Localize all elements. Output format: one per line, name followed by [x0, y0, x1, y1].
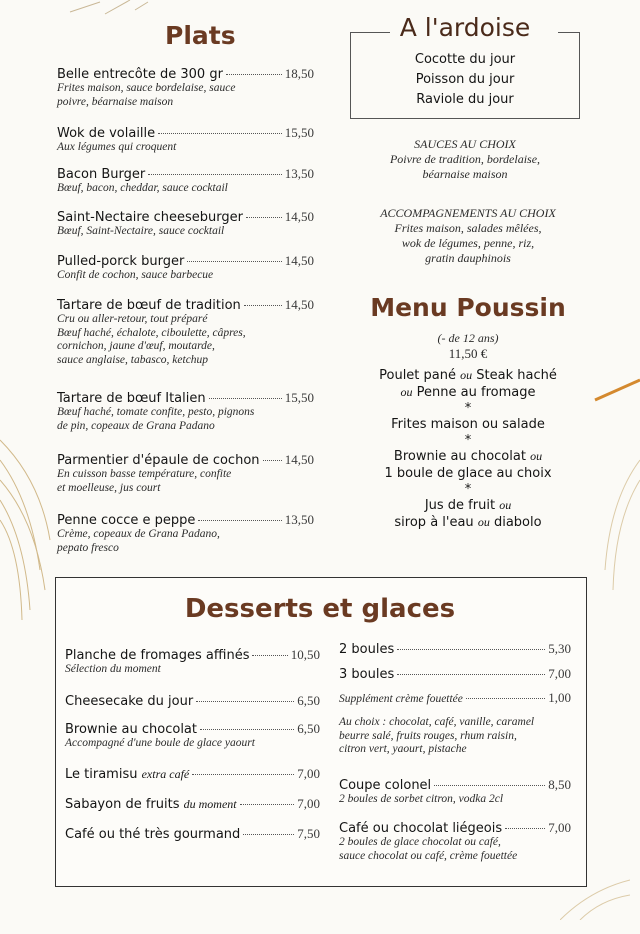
- dot-leader: [192, 774, 294, 775]
- item-name: [57, 67, 223, 82]
- item-price: 7,00: [548, 666, 571, 681]
- item-price: 13,50: [284, 512, 314, 527]
- poussin-section: [350, 331, 586, 531]
- item-name-text: Le tiramisu: [65, 767, 138, 782]
- item-name: Supplément crème fouettée: [339, 693, 463, 705]
- item-description: Au choix : chocolat, café, vanille, caramel: [339, 716, 535, 728]
- menu-item: [57, 209, 314, 239]
- item-price: 7,00: [297, 766, 320, 781]
- item-price: 7,00: [297, 796, 320, 811]
- item-name: [65, 722, 197, 737]
- accompagnements-line: Frites maison, salades mêlées,: [394, 221, 542, 235]
- dot-leader: [397, 674, 545, 675]
- item-name: [65, 648, 249, 663]
- menu-item: [57, 253, 314, 283]
- poussin-steak: Steak haché: [476, 368, 557, 383]
- sauces-title: SAUCES AU CHOIX: [414, 137, 516, 151]
- dot-leader: [246, 217, 282, 218]
- poussin-age: (- de 12 ans): [437, 331, 499, 345]
- item-name-text: Bacon Burger: [57, 167, 146, 182]
- poussin-price: 11,50 €: [448, 346, 488, 361]
- item-name-text: Parmentier d'épaule de cochon: [57, 453, 260, 468]
- poussin-diabolo: diabolo: [493, 515, 542, 530]
- poussin-star: *: [464, 433, 472, 448]
- item-name: [57, 298, 241, 313]
- item-price: 7,00: [548, 820, 571, 835]
- item-name: [57, 453, 260, 468]
- item-price: 14,50: [284, 253, 314, 268]
- dot-leader: [209, 398, 282, 399]
- decorative-leaf-top: [60, 0, 150, 20]
- menu-item: [57, 390, 314, 433]
- item-price: 7,50: [297, 826, 320, 841]
- menu-item-row: [65, 796, 320, 812]
- item-name-text: Café ou thé très gourmand: [65, 827, 241, 842]
- item-name: [339, 667, 394, 682]
- sauces-line: béarnaise maison: [422, 167, 508, 181]
- dot-leader: [397, 649, 545, 650]
- poussin-sirop: sirop à l'eau: [394, 515, 474, 530]
- item-description: Confit de cochon, sauce barbecue: [57, 269, 214, 281]
- item-description: Frites maison, sauce bordelaise, sauce: [57, 82, 236, 94]
- poussin-line: [350, 514, 586, 531]
- item-name: [339, 778, 431, 793]
- item-description: Bœuf haché, tomate confite, pesto, pignons: [57, 406, 255, 418]
- dot-leader: [244, 305, 282, 306]
- item-description: citron vert, yaourt, pistache: [339, 743, 467, 755]
- menu-item-row: [57, 452, 314, 468]
- dot-leader: [243, 834, 294, 835]
- item-name-text: Wok de volaille: [57, 126, 156, 141]
- dot-leader: [187, 261, 281, 262]
- item-price: 15,50: [284, 390, 314, 405]
- item-name-text: Pulled-porck burger: [57, 254, 185, 269]
- item-name-text: Belle entrecôte de 300 gr: [57, 67, 223, 82]
- item-name-text: Tartare de bœuf Italien: [57, 391, 206, 406]
- item-name: [65, 767, 189, 782]
- item-price: 14,50: [284, 209, 314, 224]
- menu-item-row: [57, 253, 314, 269]
- sauces-line: Poivre de tradition, bordelaise,: [389, 152, 541, 166]
- menu-item-row: [57, 390, 314, 406]
- menu-item: [339, 716, 571, 757]
- menu-item-row: [339, 641, 571, 657]
- ardoise-item: Raviole du jour: [416, 92, 514, 107]
- item-description: sauce anglaise, tabasco, ketchup: [57, 353, 209, 366]
- or-label: ou: [499, 498, 512, 512]
- dot-leader: [466, 698, 545, 699]
- item-description: poivre, béarnaise maison: [57, 95, 174, 108]
- accompagnements-title: ACCOMPAGNEMENTS AU CHOIX: [380, 206, 556, 220]
- dot-leader: [252, 655, 287, 656]
- item-description: Aux légumes qui croquent: [57, 141, 177, 153]
- dot-leader: [434, 785, 545, 786]
- menu-item: [65, 693, 320, 709]
- menu-item-row: [57, 125, 314, 141]
- menu-item: [65, 796, 320, 812]
- item-name: [57, 126, 155, 141]
- ardoise-item: Poisson du jour: [415, 72, 515, 87]
- menu-item: [57, 125, 314, 155]
- menu-item: [65, 647, 320, 677]
- item-description: Bœuf, bacon, cheddar, sauce cocktail: [57, 182, 228, 194]
- decorative-leaf-left: [0, 420, 55, 640]
- menu-item: [339, 666, 571, 682]
- poussin-line: [350, 384, 586, 401]
- item-name: [57, 391, 206, 406]
- poussin-title: Menu Poussin: [370, 293, 566, 322]
- item-name-text: Sabayon de fruits: [65, 797, 180, 812]
- item-name: [65, 797, 237, 812]
- item-description: cornichon, jaune d'œuf, moutarde,: [57, 340, 215, 352]
- or-label: ou: [400, 385, 413, 399]
- menu-item-row: [57, 512, 314, 528]
- menu-item: [57, 297, 314, 367]
- dot-leader: [263, 460, 282, 461]
- item-name-note: du moment: [183, 797, 237, 811]
- poussin-star: *: [464, 482, 472, 497]
- item-price: 6,50: [297, 693, 320, 708]
- menu-item-row: [339, 777, 571, 793]
- item-description: de pin, copeaux de Grana Padano: [57, 419, 215, 432]
- poussin-brownie: Brownie au chocolat: [393, 449, 526, 464]
- menu-item-row: [339, 690, 571, 707]
- menu-item-row: [57, 166, 314, 182]
- menu-item-row: [65, 766, 320, 782]
- item-name: [65, 694, 193, 709]
- item-price: 14,50: [284, 297, 314, 312]
- menu-item: [65, 721, 320, 751]
- menu-item-row: [65, 647, 320, 663]
- item-description: beurre salé, fruits rouges, rhum raisin,: [339, 729, 517, 742]
- poussin-penne: Penne au fromage: [416, 385, 536, 400]
- item-name-text: Planche de fromages affinés: [65, 648, 250, 663]
- menu-item-row: [57, 209, 314, 225]
- dot-leader: [148, 174, 282, 175]
- item-price: 15,50: [284, 125, 314, 140]
- menu-item: [57, 452, 314, 495]
- menu-item-row: [57, 297, 314, 313]
- menu-item-row: [65, 826, 320, 842]
- item-description: Bœuf haché, échalote, ciboulette, câpres,: [57, 326, 246, 339]
- item-name-text: Saint-Nectaire cheeseburger: [57, 210, 243, 225]
- item-price: 1,00: [548, 690, 571, 705]
- item-description: et moelleuse, jus court: [57, 481, 161, 494]
- menu-item-row: [57, 66, 314, 82]
- menu-item-row: [339, 820, 571, 836]
- menu-item: [57, 166, 314, 196]
- dot-leader: [196, 701, 294, 702]
- item-description: Crème, copeaux de Grana Padano,: [57, 528, 220, 540]
- poussin-frites: Frites maison ou salade: [391, 417, 545, 432]
- item-price: 14,50: [284, 452, 314, 467]
- item-name: [57, 167, 145, 182]
- dot-leader: [200, 729, 294, 730]
- poussin-glace: 1 boule de glace au choix: [384, 466, 552, 481]
- item-price: 10,50: [290, 647, 320, 662]
- dot-leader: [240, 804, 295, 805]
- accompagnements-line: wok de légumes, penne, riz,: [401, 236, 535, 250]
- dot-leader: [198, 520, 281, 521]
- poussin-poulet: Poulet pané: [379, 368, 456, 383]
- item-description: Accompagné d'une boule de glace yaourt: [65, 737, 255, 749]
- item-price: 13,50: [284, 166, 314, 181]
- decorative-leaf-right: [585, 340, 640, 600]
- item-name-text: Cheesecake du jour: [65, 694, 194, 709]
- or-label: ou: [477, 515, 490, 529]
- dot-leader: [158, 133, 282, 134]
- item-description: Bœuf, Saint-Nectaire, sauce cocktail: [57, 225, 225, 237]
- menu-item: [339, 777, 571, 807]
- item-name-text: 2 boules: [339, 642, 395, 657]
- item-description: pepato fresco: [57, 541, 119, 554]
- menu-item: [57, 512, 314, 555]
- poussin-jus: Jus de fruit: [424, 498, 496, 513]
- poussin-line: [350, 497, 586, 514]
- ardoise-item: Cocotte du jour: [414, 52, 516, 67]
- poussin-star: *: [464, 401, 472, 416]
- item-name-text: Tartare de bœuf de tradition: [57, 298, 241, 313]
- item-description: Sélection du moment: [65, 663, 161, 675]
- item-name: [339, 642, 394, 657]
- poussin-line: [350, 367, 586, 384]
- or-label: ou: [460, 368, 473, 382]
- item-name-text: Brownie au chocolat: [65, 722, 197, 737]
- item-name: [65, 827, 240, 842]
- ardoise-list: [350, 50, 580, 110]
- menu-item: [339, 690, 571, 707]
- dot-leader: [226, 74, 282, 75]
- menu-item-row: [65, 721, 320, 737]
- item-name: [57, 513, 195, 528]
- menu-item: [65, 766, 320, 782]
- menu-item: [57, 66, 314, 109]
- or-label: ou: [530, 449, 543, 463]
- accompagnements-line: gratin dauphinois: [425, 251, 511, 265]
- item-name: [339, 821, 502, 836]
- accompagnements-section: [350, 206, 586, 266]
- item-name: [57, 210, 243, 225]
- item-description: sauce chocolat ou café, crème fouettée: [339, 849, 518, 862]
- item-price: 6,50: [297, 721, 320, 736]
- menu-item-row: [65, 693, 320, 709]
- item-price: 18,50: [284, 66, 314, 81]
- item-name-text: Coupe colonel: [339, 778, 432, 793]
- item-description: 2 boules de sorbet citron, vodka 2cl: [339, 793, 504, 805]
- item-name-text: Café ou chocolat liégeois: [339, 821, 503, 836]
- plats-title: Plats: [165, 21, 236, 50]
- item-name-text: Penne cocce e peppe: [57, 513, 196, 528]
- menu-item: [65, 826, 320, 842]
- poussin-line: [350, 448, 586, 465]
- item-name-note: extra café: [141, 767, 190, 781]
- dot-leader: [505, 828, 545, 829]
- item-description: Cru ou aller-retour, tout préparé: [57, 313, 208, 325]
- item-name-text: 3 boules: [339, 667, 395, 682]
- desserts-title: Desserts et glaces: [184, 594, 456, 624]
- item-description: En cuisson basse température, confite: [57, 468, 232, 480]
- item-price: 8,50: [548, 777, 571, 792]
- menu-item-row: [339, 666, 571, 682]
- menu-item: [339, 820, 571, 863]
- ardoise-title: A l'ardoise: [399, 13, 531, 42]
- sauces-section: [350, 137, 580, 182]
- menu-item: [339, 641, 571, 657]
- item-description: 2 boules de glace chocolat ou café,: [339, 836, 501, 848]
- item-price: 5,30: [548, 641, 571, 656]
- item-name: [57, 254, 184, 269]
